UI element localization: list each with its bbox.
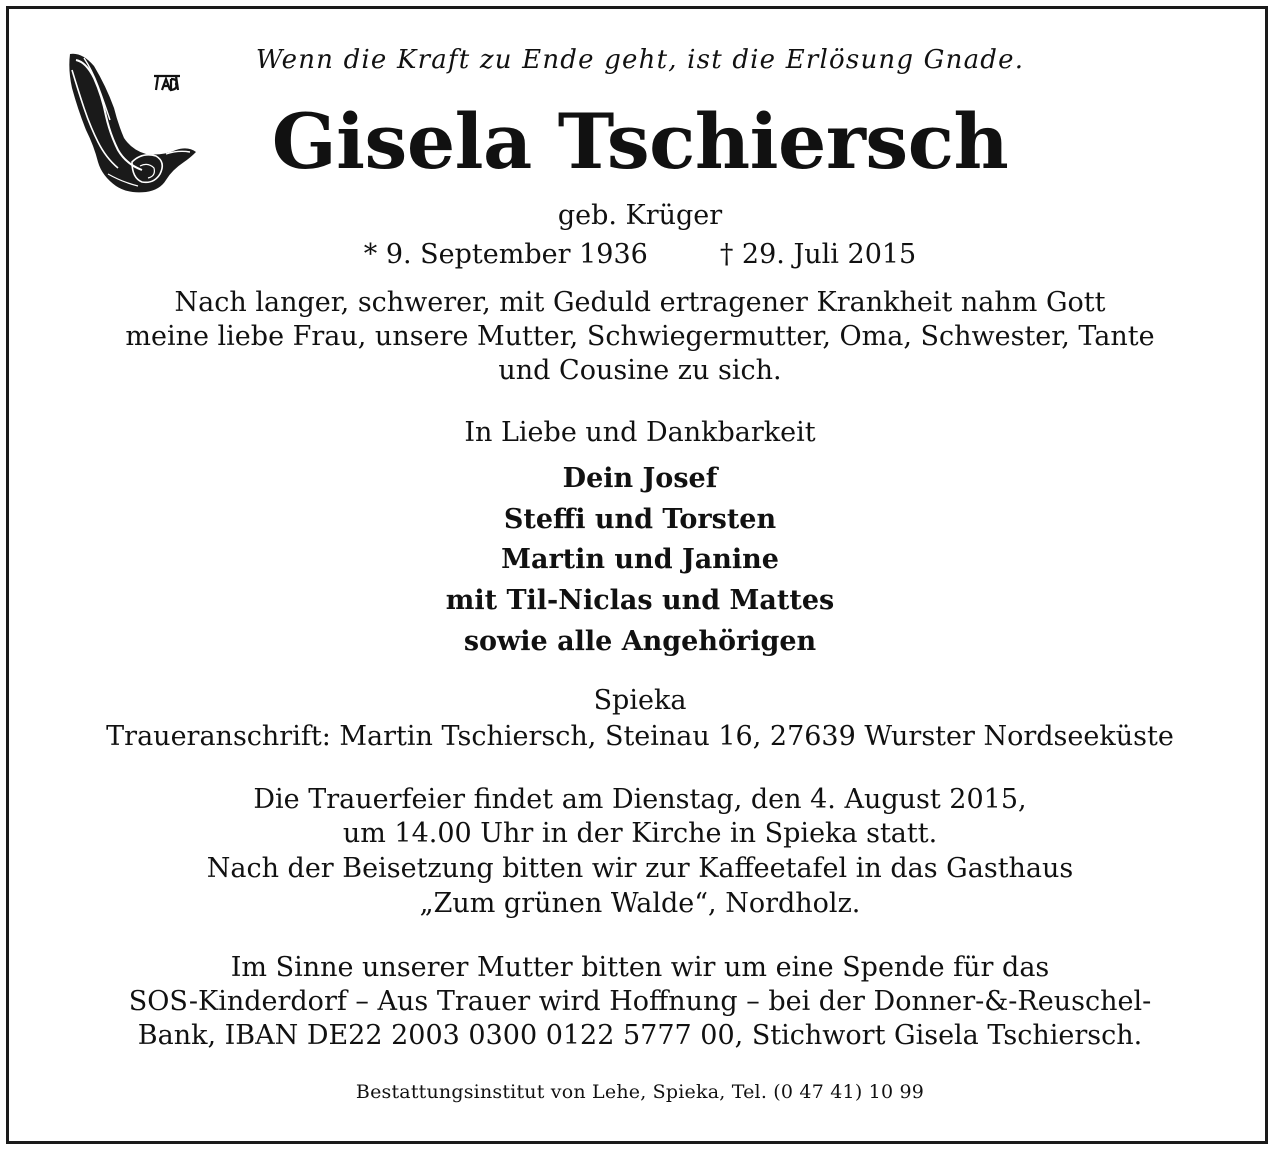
ceremony-line: um 14.00 Uhr in der Kirche in Spieka statt. <box>342 818 938 849</box>
ceremony-line: Nach der Beisetzung bitten wir zur Kaffeetafel in das Gasthaus <box>206 853 1074 884</box>
donation-line: Im Sinne unserer Mutter bitten wir um eine Spende für das <box>230 952 1050 983</box>
death-date: † 29. Juli 2015 <box>719 239 917 270</box>
born-name: geb. Krüger <box>557 200 723 231</box>
intro-line: meine liebe Frau, unsere Mutter, Schwiegermutter, Oma, Schwester, Tante <box>125 321 1155 352</box>
life-dates <box>0 241 1280 268</box>
place: Spieka <box>593 685 687 716</box>
intro-line: Nach langer, schwerer, mit Geduld ertragener Krankheit nahm Gott <box>174 287 1106 318</box>
donation-line: SOS-Kinderdorf – Aus Trauer wird Hoffnung – bei der Donner-&-Reuschel- <box>128 986 1152 1017</box>
motto: Wenn die Kraft zu Ende geht, ist die Erlösung Gnade. <box>255 45 1025 75</box>
ceremony-line: Die Trauerfeier findet am Dienstag, den 4. August 2015, <box>253 784 1027 815</box>
donation-line: Bank, IBAN DE22 2003 0300 0122 5777 00, Stichwort Gisela Tschiersch. <box>137 1020 1143 1051</box>
closing-phrase: In Liebe und Dankbarkeit <box>464 417 816 448</box>
mourner: mit Til-Niclas und Mattes <box>445 585 835 616</box>
mourner: sowie alle Angehörigen <box>463 626 817 657</box>
mourner: Martin und Janine <box>501 544 779 575</box>
funeral-home-info: Bestattungsinstitut von Lehe, Spieka, Tel. (0 47 41) 10 99 <box>355 1081 925 1103</box>
ceremony-line: „Zum grünen Walde“, Nordholz. <box>419 888 861 919</box>
birth-date: * 9. September 1936 <box>363 239 648 270</box>
deceased-name: Gisela Tschiersch <box>271 97 1009 186</box>
mourning-address: Traueranschrift: Martin Tschiersch, Steinau 16, 27639 Wurster Nordseeküste <box>106 721 1174 752</box>
mourner: Dein Josef <box>562 463 718 494</box>
mourner: Steffi und Torsten <box>503 504 777 535</box>
intro-line: und Cousine zu sich. <box>498 355 782 386</box>
monogram-icon <box>154 76 180 90</box>
